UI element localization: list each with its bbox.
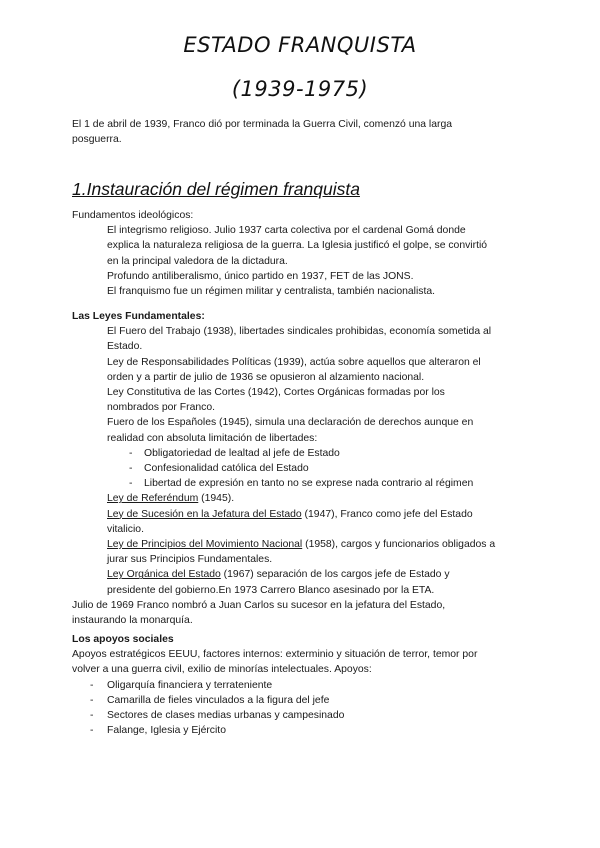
text-line: explica la naturaleza religiosa de la guerra. La Iglesia justificó el golpe, se convirtió bbox=[107, 240, 488, 252]
text-line: jurar sus Principios Fundamentales. bbox=[107, 554, 273, 566]
text-span: (1958), cargos y funcionarios obligados a bbox=[302, 539, 496, 551]
section-heading: 1.Instauración del régimen franquista bbox=[72, 179, 360, 199]
text-span: (1947), Franco como jefe del Estado bbox=[301, 508, 473, 520]
text-line: nombrados por Franco. bbox=[107, 402, 216, 414]
law-link-organica: Ley Orgánica del Estado bbox=[107, 569, 221, 581]
text-line bbox=[72, 491, 532, 506]
bullet-dash: - bbox=[90, 725, 94, 737]
text-line: Ley de Responsabilidades Políticas (1939), actúa sobre aquellos que alteraron el bbox=[107, 356, 481, 368]
bullet-dash: - bbox=[90, 694, 94, 706]
document-title: ESTADO FRANQUISTA bbox=[183, 33, 417, 57]
text-line: volver a una guerra civil, exilio de minorías intelectuales. Apoyos: bbox=[72, 664, 372, 676]
bullet-dash: - bbox=[90, 679, 94, 691]
intro-paragraph bbox=[72, 117, 512, 147]
list-item bbox=[72, 678, 532, 693]
law-link-principios: Ley de Principios del Movimiento Nacional bbox=[107, 539, 303, 551]
law-link-sucesion: Ley de Sucesión en la Jefatura del Estado bbox=[107, 508, 302, 520]
list-item-text: Falange, Iglesia y Ejército bbox=[107, 725, 226, 737]
apoyos-label: Los apoyos sociales bbox=[72, 634, 174, 645]
text-line bbox=[72, 537, 532, 552]
bullet-dash: - bbox=[90, 710, 94, 722]
fundamentos-section bbox=[72, 208, 532, 299]
list-item bbox=[72, 723, 532, 738]
text-line: El franquismo fue un régimen militar y centralista, también nacionalista. bbox=[107, 286, 436, 298]
text-line: Estado. bbox=[107, 341, 143, 353]
text-line: Julio de 1969 Franco nombró a Juan Carlos su sucesor en la jefatura del Estado, bbox=[72, 599, 446, 611]
text-line: vitalicio. bbox=[107, 523, 144, 535]
bullet-dash: - bbox=[129, 447, 133, 459]
list-item-text: Sectores de clases medias urbanas y campesinado bbox=[107, 710, 345, 722]
text-line: El integrismo religioso. Julio 1937 carta colectiva por el cardenal Gomá donde bbox=[107, 225, 466, 237]
list-item-text: Camarilla de fieles vinculados a la figura del jefe bbox=[107, 694, 330, 706]
list-item bbox=[72, 693, 532, 708]
list-item-text: Obligatoriedad de lealtad al jefe de Estado bbox=[144, 447, 340, 459]
law-link-referendum: Ley de Referéndum bbox=[107, 493, 199, 505]
document-title-dates: (1939-1975) bbox=[231, 77, 369, 101]
text-line bbox=[72, 567, 532, 582]
text-line: presidente del gobierno.En 1973 Carrero Blanco asesinado por la ETA. bbox=[107, 584, 435, 596]
list-item bbox=[72, 461, 532, 476]
text-line: Apoyos estratégicos EEUU, factores internos: exterminio y situación de terror, temor por bbox=[72, 649, 478, 661]
apoyos-section bbox=[72, 632, 532, 738]
text-line: Fuero de los Españoles (1945), simula una declaración de derechos aunque en bbox=[107, 417, 474, 429]
text-span: (1967) separación de los cargos jefe de Estado y bbox=[220, 569, 450, 581]
leyes-section bbox=[72, 309, 532, 628]
list-item-text: Libertad de expresión en tanto no se exprese nada contrario al régimen bbox=[144, 478, 474, 490]
list-item bbox=[72, 446, 532, 461]
text-line: Ley Constitutiva de las Cortes (1942), Cortes Orgánicas formadas por los bbox=[107, 387, 445, 399]
leyes-label: Las Leyes Fundamentales: bbox=[72, 311, 205, 322]
text-line: El 1 de abril de 1939, Franco dió por terminada la Guerra Civil, comenzó una larga bbox=[72, 119, 453, 130]
text-line: posguerra. bbox=[72, 134, 122, 146]
bullet-dash: - bbox=[129, 463, 133, 475]
text-line: instaurando la monarquía. bbox=[72, 615, 193, 627]
list-item bbox=[72, 708, 532, 723]
list-item bbox=[72, 476, 532, 491]
text-line: Profundo antiliberalismo, único partido en 1937, FET de las JONS. bbox=[107, 270, 414, 282]
text-line: realidad con absoluta limitación de libertades: bbox=[107, 432, 318, 444]
text-line: orden y a partir de julio de 1936 se opusieron al alzamiento nacional. bbox=[107, 371, 425, 383]
list-item-text: Oligarquía financiera y terrateniente bbox=[107, 679, 273, 691]
text-line bbox=[72, 507, 532, 522]
fundamentos-label: Fundamentos ideológicos: bbox=[72, 210, 194, 221]
bullet-dash: - bbox=[129, 478, 133, 490]
text-span: (1945). bbox=[198, 493, 235, 505]
text-line: en la principal valedora de la dictadura. bbox=[107, 255, 288, 267]
list-item-text: Confesionalidad católica del Estado bbox=[144, 463, 309, 475]
text-line: El Fuero del Trabajo (1938), libertades sindicales prohibidas, economía sometida al bbox=[107, 326, 492, 338]
